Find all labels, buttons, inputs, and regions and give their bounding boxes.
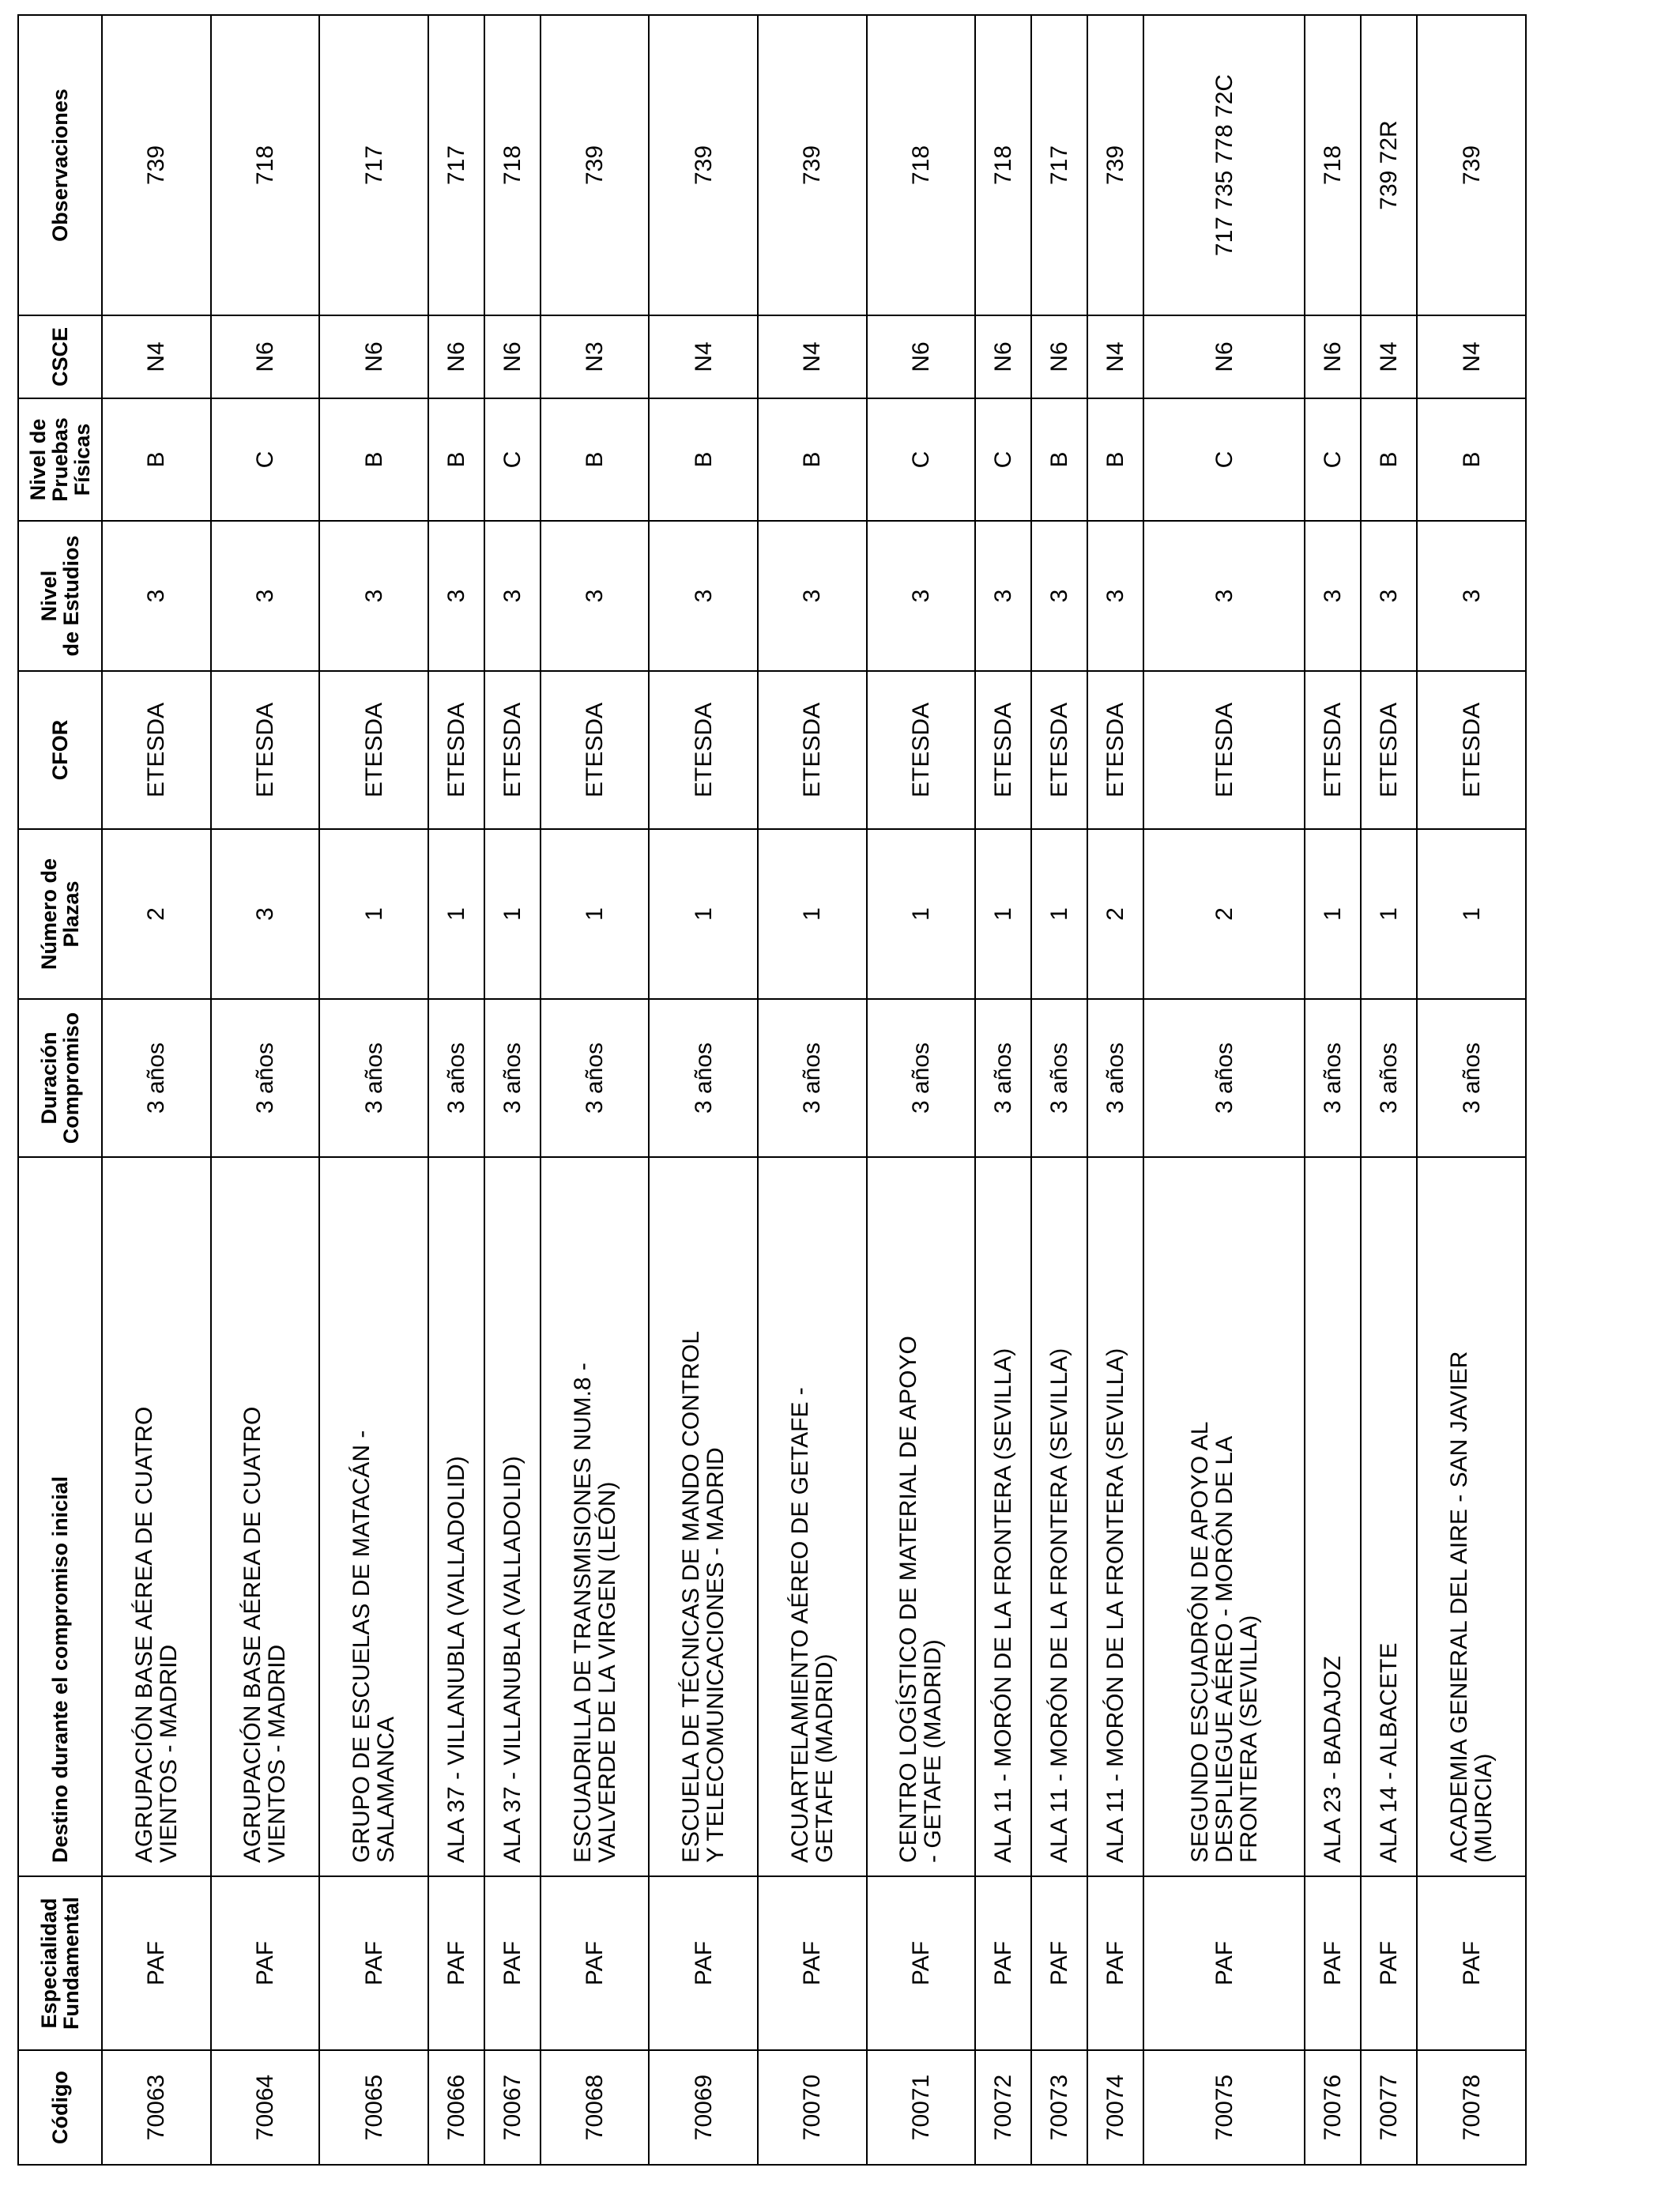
cell-observaciones: 718 [211, 15, 320, 315]
header-estudios-line: Nivel [37, 570, 61, 622]
cell-observaciones: 739 [758, 15, 867, 315]
cell-cfor: ETESDA [758, 671, 867, 829]
cell-estudios: 3 [1361, 521, 1417, 671]
destino-line: ACADEMIA GENERAL DEL AIRE - SAN JAVIER [1446, 1351, 1473, 1863]
destino-line: VIENTOS - MADRID [264, 1644, 291, 1863]
cell-destino [484, 1157, 541, 1876]
cell-estudios: 3 [428, 521, 484, 671]
header-especialidad-line: Especialidad [37, 1898, 61, 2029]
cell-especialidad: PAF [1087, 1876, 1143, 2050]
destino-line: VIENTOS - MADRID [155, 1644, 182, 1863]
destino-line: VALVERDE DE LA VIRGEN (LEÓN) [593, 1481, 620, 1863]
table-row [1417, 15, 1526, 2165]
destino-line: ALA 11 - MORÓN DE LA FRONTERA (SEVILLA) [990, 1348, 1017, 1863]
header-row [18, 15, 102, 2165]
destino-line: Y TELECOMUNICACIONES - MADRID [703, 1447, 729, 1863]
cell-especialidad: PAF [1361, 1876, 1417, 2050]
cell-plazas: 2 [1143, 829, 1305, 999]
cell-pruebas: B [1087, 398, 1143, 521]
cell-csce: N6 [975, 315, 1031, 398]
table-row [1087, 15, 1143, 2165]
cell-destino [1143, 1157, 1305, 1876]
cell-estudios: 3 [484, 521, 541, 671]
cell-csce: N4 [102, 315, 211, 398]
table-row [1361, 15, 1417, 2165]
cell-estudios: 3 [211, 521, 320, 671]
cell-estudios: 3 [1417, 521, 1526, 671]
cell-especialidad: PAF [319, 1876, 428, 2050]
cell-destino [211, 1157, 320, 1876]
cell-observaciones: 718 [867, 15, 976, 315]
cell-csce: N6 [1305, 315, 1361, 398]
cell-plazas: 1 [541, 829, 650, 999]
cell-observaciones: 717 [319, 15, 428, 315]
table-row [484, 15, 541, 2165]
cell-observaciones: 718 [484, 15, 541, 315]
cell-cfor: ETESDA [1143, 671, 1305, 829]
cell-estudios: 3 [975, 521, 1031, 671]
cell-cfor: ETESDA [1417, 671, 1526, 829]
header-codigo: Código [18, 2050, 102, 2165]
cell-csce: N6 [867, 315, 976, 398]
table-body [102, 15, 1526, 2165]
cell-duracion: 3 años [319, 999, 428, 1157]
cell-plazas: 1 [867, 829, 976, 999]
cell-destino [975, 1157, 1031, 1876]
cell-especialidad: PAF [1143, 1876, 1305, 2050]
cell-pruebas: B [102, 398, 211, 521]
cell-pruebas: B [758, 398, 867, 521]
destino-line: CENTRO LOGÍSTICO DE MATERIAL DE APOYO [895, 1336, 922, 1863]
table-row [649, 15, 758, 2165]
cell-estudios: 3 [867, 521, 976, 671]
cell-observaciones: 717 [428, 15, 484, 315]
cell-destino [1417, 1157, 1526, 1876]
cell-plazas: 1 [1361, 829, 1417, 999]
cell-duracion: 3 años [1417, 999, 1526, 1157]
header-duracion [18, 999, 102, 1157]
cell-csce: N6 [319, 315, 428, 398]
header-duracion-line: Compromiso [59, 1012, 83, 1144]
cell-pruebas: C [1305, 398, 1361, 521]
destino-line: SALAMANCA [373, 1716, 400, 1863]
cell-codigo: 70069 [649, 2050, 758, 2165]
cell-csce: N6 [428, 315, 484, 398]
cell-estudios: 3 [1305, 521, 1361, 671]
cell-codigo: 70068 [541, 2050, 650, 2165]
cell-observaciones: 739 [649, 15, 758, 315]
cell-codigo: 70077 [1361, 2050, 1417, 2165]
destino-line: ALA 37 - VILLANUBLA (VALLADOLID) [499, 1456, 525, 1863]
cell-cfor: ETESDA [867, 671, 976, 829]
cell-duracion: 3 años [484, 999, 541, 1157]
header-plazas-line: Plazas [59, 880, 83, 948]
cell-codigo: 70064 [211, 2050, 320, 2165]
cell-plazas: 1 [758, 829, 867, 999]
cell-plazas: 2 [102, 829, 211, 999]
cell-duracion: 3 años [1305, 999, 1361, 1157]
cell-csce: N6 [211, 315, 320, 398]
cell-cfor: ETESDA [1031, 671, 1087, 829]
cell-plazas: 2 [1087, 829, 1143, 999]
cell-codigo: 70065 [319, 2050, 428, 2165]
cell-observaciones: 718 [1305, 15, 1361, 315]
cell-cfor: ETESDA [1305, 671, 1361, 829]
cell-plazas: 1 [484, 829, 541, 999]
header-csce: CSCE [18, 315, 102, 398]
cell-estudios: 3 [1087, 521, 1143, 671]
cell-codigo: 70075 [1143, 2050, 1305, 2165]
cell-observaciones: 739 [1417, 15, 1526, 315]
cell-duracion: 3 años [541, 999, 650, 1157]
cell-destino [428, 1157, 484, 1876]
cell-pruebas: B [1031, 398, 1087, 521]
cell-especialidad: PAF [1031, 1876, 1087, 2050]
cell-observaciones: 717 [1031, 15, 1087, 315]
cell-duracion: 3 años [1031, 999, 1087, 1157]
cell-observaciones: 739 72R [1361, 15, 1417, 315]
cell-csce: N4 [1361, 315, 1417, 398]
cell-cfor: ETESDA [649, 671, 758, 829]
destino-line: ALA 14 - ALBACETE [1376, 1642, 1403, 1863]
cell-destino [1087, 1157, 1143, 1876]
cell-destino [649, 1157, 758, 1876]
cell-codigo: 70070 [758, 2050, 867, 2165]
cell-csce: N4 [1087, 315, 1143, 398]
cell-observaciones: 739 [541, 15, 650, 315]
cell-observaciones: 739 [102, 15, 211, 315]
cell-csce: N4 [1417, 315, 1526, 398]
table-row [319, 15, 428, 2165]
cell-estudios: 3 [758, 521, 867, 671]
cell-csce: N4 [649, 315, 758, 398]
cell-observaciones: 718 [975, 15, 1031, 315]
cell-destino [1031, 1157, 1087, 1876]
cell-especialidad: PAF [428, 1876, 484, 2050]
plazas-table [17, 14, 1527, 2166]
header-destino: Destino durante el compromiso inicial [18, 1157, 102, 1876]
destino-line: AGRUPACIÓN BASE AÉREA DE CUATRO [130, 1406, 157, 1863]
cell-duracion: 3 años [975, 999, 1031, 1157]
cell-estudios: 3 [319, 521, 428, 671]
cell-codigo: 70073 [1031, 2050, 1087, 2165]
cell-codigo: 70072 [975, 2050, 1031, 2165]
cell-especialidad: PAF [1305, 1876, 1361, 2050]
destino-line: DESPLIEGUE AÉREO - MORÓN DE LA [1211, 1435, 1237, 1863]
cell-cfor: ETESDA [484, 671, 541, 829]
cell-cfor: ETESDA [102, 671, 211, 829]
cell-duracion: 3 años [649, 999, 758, 1157]
header-pruebas-line: Nivel de [26, 418, 50, 501]
destino-line: SEGUNDO ESCUADRÓN DE APOYO AL [1186, 1421, 1213, 1863]
table-row [541, 15, 650, 2165]
cell-estudios: 3 [1143, 521, 1305, 671]
destino-line: ALA 23 - BADAJOZ [1320, 1656, 1347, 1863]
table-row [1305, 15, 1361, 2165]
cell-cfor: ETESDA [428, 671, 484, 829]
destino-line: ALA 11 - MORÓN DE LA FRONTERA (SEVILLA) [1046, 1348, 1073, 1863]
cell-duracion: 3 años [102, 999, 211, 1157]
cell-plazas: 1 [975, 829, 1031, 999]
cell-pruebas: C [484, 398, 541, 521]
cell-destino [758, 1157, 867, 1876]
cell-pruebas: B [649, 398, 758, 521]
destino-line: AGRUPACIÓN BASE AÉREA DE CUATRO [239, 1406, 266, 1863]
cell-pruebas: B [541, 398, 650, 521]
destino-line: (MURCIA) [1471, 1753, 1497, 1863]
cell-destino [102, 1157, 211, 1876]
cell-codigo: 70078 [1417, 2050, 1526, 2165]
cell-especialidad: PAF [541, 1876, 650, 2050]
cell-codigo: 70063 [102, 2050, 211, 2165]
cell-estudios: 3 [1031, 521, 1087, 671]
cell-pruebas: C [211, 398, 320, 521]
cell-observaciones: 717 735 778 72C [1143, 15, 1305, 315]
cell-especialidad: PAF [649, 1876, 758, 2050]
destino-line: ESCUADRILLA DE TRANSMISIONES NUM.8 - [569, 1363, 596, 1863]
table-row [1031, 15, 1087, 2165]
cell-cfor: ETESDA [319, 671, 428, 829]
cell-duracion: 3 años [1087, 999, 1143, 1157]
cell-codigo: 70074 [1087, 2050, 1143, 2165]
cell-duracion: 3 años [867, 999, 976, 1157]
header-plazas [18, 829, 102, 999]
cell-plazas: 1 [319, 829, 428, 999]
destino-line: GETAFE (MADRID) [811, 1653, 838, 1863]
cell-especialidad: PAF [975, 1876, 1031, 2050]
cell-destino [319, 1157, 428, 1876]
destino-line: - GETAFE (MADRID) [920, 1639, 947, 1863]
header-especialidad [18, 1876, 102, 2050]
destino-line: ACUARTELAMIENTO AÉREO DE GETAFE - [786, 1387, 813, 1863]
cell-duracion: 3 años [1143, 999, 1305, 1157]
cell-pruebas: C [1143, 398, 1305, 521]
destino-line: ALA 11 - MORÓN DE LA FRONTERA (SEVILLA) [1102, 1348, 1129, 1863]
cell-cfor: ETESDA [541, 671, 650, 829]
cell-codigo: 70066 [428, 2050, 484, 2165]
header-pruebas-line: Pruebas [48, 417, 72, 502]
destino-line: FRONTERA (SEVILLA) [1235, 1615, 1262, 1863]
cell-csce: N6 [484, 315, 541, 398]
cell-codigo: 70071 [867, 2050, 976, 2165]
cell-cfor: ETESDA [211, 671, 320, 829]
cell-duracion: 3 años [211, 999, 320, 1157]
cell-csce: N6 [1031, 315, 1087, 398]
header-plazas-line: Número de [37, 858, 61, 971]
header-observaciones: Observaciones [18, 15, 102, 315]
cell-plazas: 1 [1305, 829, 1361, 999]
table-row [1143, 15, 1305, 2165]
cell-estudios: 3 [541, 521, 650, 671]
cell-plazas: 1 [428, 829, 484, 999]
cell-pruebas: C [867, 398, 976, 521]
header-especialidad-line: Fundamental [59, 1897, 83, 2030]
cell-pruebas: B [319, 398, 428, 521]
rotated-sheet [17, 16, 1527, 2166]
cell-especialidad: PAF [484, 1876, 541, 2050]
cell-destino [1361, 1157, 1417, 1876]
cell-observaciones: 739 [1087, 15, 1143, 315]
cell-estudios: 3 [102, 521, 211, 671]
destino-line: ESCUELA DE TÉCNICAS DE MANDO CONTROL [678, 1331, 705, 1863]
cell-destino [867, 1157, 976, 1876]
table-row [211, 15, 320, 2165]
cell-duracion: 3 años [758, 999, 867, 1157]
table-row [975, 15, 1031, 2165]
cell-pruebas: B [1417, 398, 1526, 521]
cell-codigo: 70067 [484, 2050, 541, 2165]
table-row [758, 15, 867, 2165]
header-estudios-line: de Estudios [59, 535, 83, 657]
cell-plazas: 1 [1417, 829, 1526, 999]
header-pruebas-line: Físicas [70, 423, 94, 496]
cell-destino [1305, 1157, 1361, 1876]
table-row [428, 15, 484, 2165]
destino-line: ALA 37 - VILLANUBLA (VALLADOLID) [443, 1456, 469, 1863]
cell-pruebas: B [428, 398, 484, 521]
cell-cfor: ETESDA [1361, 671, 1417, 829]
cell-cfor: ETESDA [975, 671, 1031, 829]
header-estudios [18, 521, 102, 671]
cell-plazas: 1 [649, 829, 758, 999]
cell-pruebas: C [975, 398, 1031, 521]
cell-csce: N3 [541, 315, 650, 398]
header-cfor: CFOR [18, 671, 102, 829]
cell-pruebas: B [1361, 398, 1417, 521]
cell-especialidad: PAF [758, 1876, 867, 2050]
destino-line: GRUPO DE ESCUELAS DE MATACÁN - [348, 1430, 375, 1863]
cell-plazas: 3 [211, 829, 320, 999]
cell-codigo: 70076 [1305, 2050, 1361, 2165]
cell-cfor: ETESDA [1087, 671, 1143, 829]
table-row [867, 15, 976, 2165]
cell-especialidad: PAF [867, 1876, 976, 2050]
table-row [102, 15, 211, 2165]
cell-duracion: 3 años [1361, 999, 1417, 1157]
cell-estudios: 3 [649, 521, 758, 671]
cell-csce: N4 [758, 315, 867, 398]
cell-destino [541, 1157, 650, 1876]
cell-duracion: 3 años [428, 999, 484, 1157]
cell-especialidad: PAF [1417, 1876, 1526, 2050]
cell-especialidad: PAF [211, 1876, 320, 2050]
cell-especialidad: PAF [102, 1876, 211, 2050]
header-pruebas [18, 398, 102, 521]
cell-plazas: 1 [1031, 829, 1087, 999]
cell-csce: N6 [1143, 315, 1305, 398]
header-duracion-line: Duración [37, 1031, 61, 1125]
